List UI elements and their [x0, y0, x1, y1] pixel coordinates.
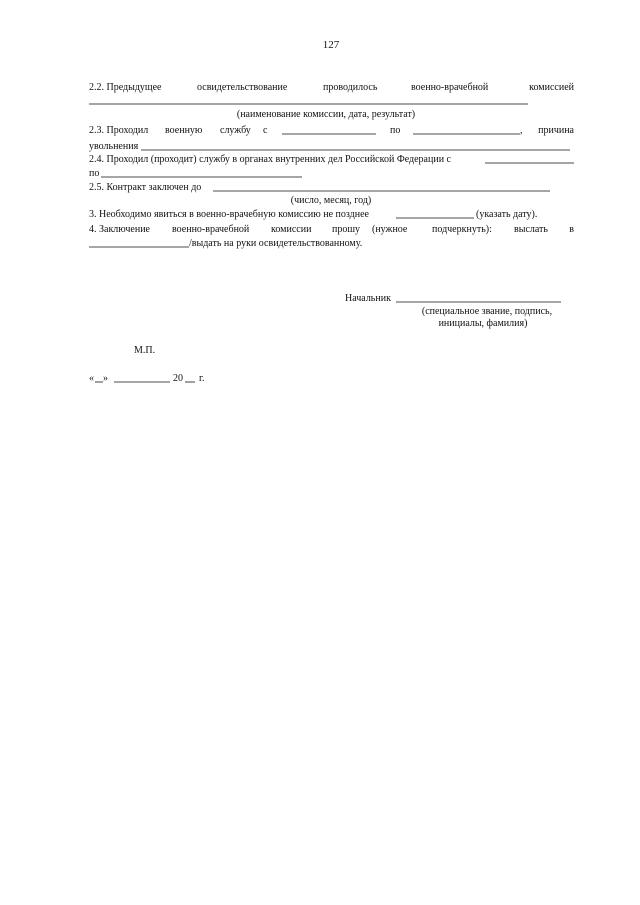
item-2-2-word: проводилось: [323, 82, 378, 93]
contract-caption: (число, месяц, год): [290, 195, 372, 206]
item-4-tail: /выдать на руки освидетельствованному.: [189, 238, 363, 249]
signature-label: Начальник: [345, 293, 391, 304]
signature-caption-1: (специальное звание, подпись,: [421, 306, 553, 317]
item-2-3-word: военную: [165, 125, 203, 136]
item-3-text: 3. Необходимо явиться в военно-врачебную комиссию не позднее: [89, 209, 369, 220]
date-quote-open: «: [89, 373, 94, 384]
item-2-3-reason: причина: [538, 125, 574, 136]
item-2-2-word: комиссией: [529, 82, 574, 93]
item-2-3-word: службу: [220, 125, 251, 136]
item-2-3-to: по: [390, 125, 401, 136]
seal-label: М.П.: [134, 345, 156, 356]
commission-caption: (наименование комиссии, дата, результат): [236, 109, 416, 120]
item-2-2-word: 2.2. Предыдущее: [89, 82, 162, 93]
date-year-prefix: 20: [173, 373, 183, 384]
item-2-2-word: освидетельствование: [197, 82, 288, 93]
item-4-word: выслать: [514, 224, 548, 235]
item-4-word: (нужное: [372, 224, 408, 235]
date-quote-close: »: [103, 373, 108, 384]
item-4-word: прошу: [332, 224, 361, 235]
date-year-suffix: г.: [199, 373, 205, 384]
item-2-5-text: 2.5. Контракт заключен до: [89, 182, 202, 193]
item-4-word: в: [569, 224, 574, 235]
item-2-2-word: военно-врачебной: [411, 82, 489, 93]
item-2-3-reason-line: увольнения: [89, 141, 139, 152]
item-4-word: 4. Заключение: [89, 224, 150, 235]
item-4-word: подчеркнуть):: [432, 224, 492, 235]
item-2-3-word: 2.3. Проходил: [89, 125, 149, 136]
page-number: 127: [322, 39, 340, 51]
item-4-word: военно-врачебной: [172, 224, 250, 235]
item-4-word: комиссии: [271, 224, 312, 235]
item-3-suffix: (указать дату).: [476, 209, 538, 220]
item-2-3-word: с: [263, 125, 268, 136]
signature-caption-2: инициалы, фамилия): [438, 318, 528, 329]
item-2-4-text: 2.4. Проходил (проходит) службу в органах внутренних дел Российской Федерации с: [89, 154, 451, 165]
item-2-4-to: по: [89, 168, 100, 179]
item-2-3-comma: ,: [520, 125, 523, 136]
